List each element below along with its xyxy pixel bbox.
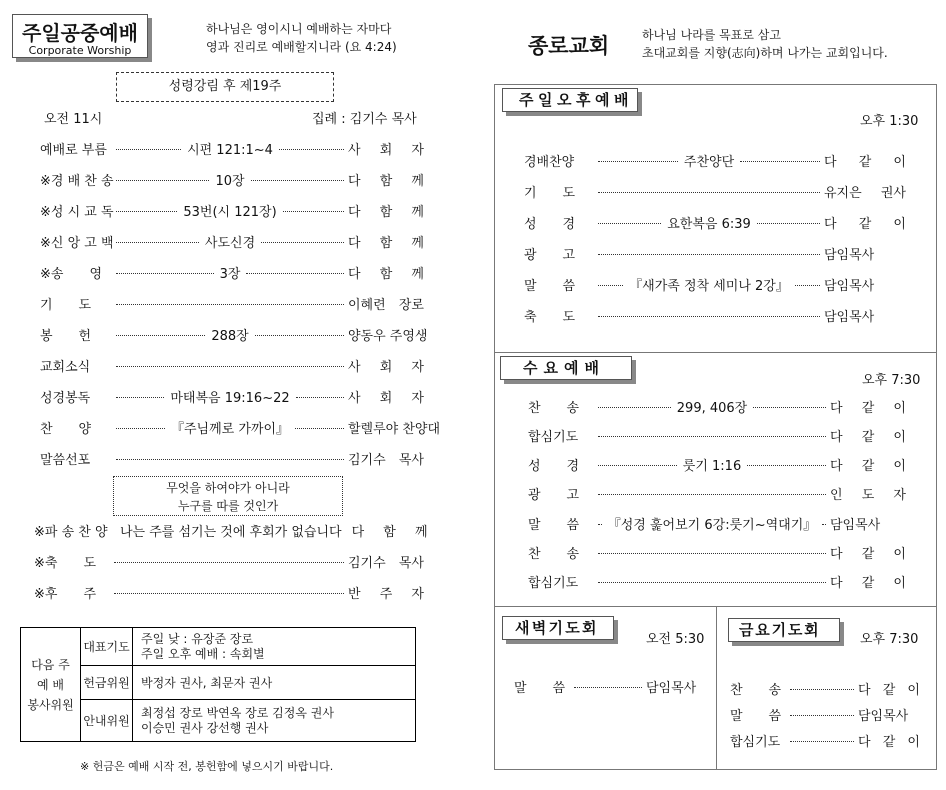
order-row xyxy=(730,730,920,750)
order-row xyxy=(524,181,906,201)
team-role: 헌금위원 xyxy=(81,666,133,700)
dot-leader xyxy=(790,713,854,716)
dot-leader xyxy=(790,739,854,742)
order-row xyxy=(524,305,906,325)
order-row xyxy=(40,355,424,375)
dot-leader xyxy=(790,687,854,690)
team-role: 안내위원 xyxy=(81,700,133,742)
order-label: 찬 송 xyxy=(528,547,580,562)
order-label: 성경봉독 xyxy=(40,390,91,406)
dawn-title-tab xyxy=(502,616,614,640)
service-team-header xyxy=(21,628,81,742)
order-label: 성 경 xyxy=(524,216,576,232)
order-label: 찬 송 xyxy=(730,682,782,698)
order-row xyxy=(40,417,441,437)
order-label: 성 경 xyxy=(528,459,580,475)
team-names xyxy=(133,666,416,700)
order-person: 다 함 께 xyxy=(348,235,424,251)
order-label: 기 도 xyxy=(524,185,576,201)
order-label: ※송 영 xyxy=(40,266,103,282)
friday-title: 금요기도회 xyxy=(739,621,821,639)
order-label: 예배로 부름 xyxy=(40,142,107,158)
afternoon-title: 주일오후예배 xyxy=(519,91,633,109)
dot-leader xyxy=(598,492,826,495)
dot-leader xyxy=(598,252,820,255)
order-row xyxy=(528,484,906,504)
order-detail: 나는 주를 섬기는 것에 후회가 없습니다 xyxy=(120,524,342,540)
dot-leader xyxy=(598,514,826,533)
order-detail: 주찬양단 xyxy=(683,154,735,170)
order-row xyxy=(730,704,920,724)
wednesday-title-tab xyxy=(500,356,632,380)
order-person: 유지은 권사 xyxy=(824,185,906,201)
order-label: 교회소식 xyxy=(40,359,91,375)
order-person: 담임목사 xyxy=(858,708,909,724)
divider-afternoon-wednesday xyxy=(494,352,937,353)
dot-leader xyxy=(114,521,348,540)
dot-leader xyxy=(116,325,344,344)
order-person: 다 함 께 xyxy=(348,266,424,282)
dot-leader xyxy=(598,397,826,416)
order-label: 봉 헌 xyxy=(40,328,92,344)
dot-leader xyxy=(116,201,344,220)
order-person: 다 같 이 xyxy=(858,682,920,698)
order-detail: 53번(시 121장) xyxy=(183,204,277,220)
order-row xyxy=(40,262,424,282)
dot-leader xyxy=(116,302,344,305)
season-box xyxy=(116,72,334,102)
team-name-line: 주일 오후 예배 : 속회별 xyxy=(141,646,265,661)
order-detail: 시편 121:1~4 xyxy=(187,142,273,158)
order-row xyxy=(528,572,906,592)
order-detail: 룻기 1:16 xyxy=(682,459,742,475)
service-team-table xyxy=(20,627,416,742)
order-label: ※신 앙 고 백 xyxy=(40,235,114,251)
sermon-title-line-1: 무엇을 하여야가 아니라 xyxy=(166,481,290,495)
order-person: 양동우 주영생 xyxy=(348,328,428,344)
presider: 집례 : 김기수 목사 xyxy=(312,112,417,127)
order-row xyxy=(524,150,906,170)
order-label: 찬 송 xyxy=(528,400,580,416)
order-label: 축 도 xyxy=(524,309,576,325)
dot-leader xyxy=(114,591,344,594)
verse-line-2: 영과 진리로 예배할지니라 (요 4:24) xyxy=(206,40,397,54)
order-label: ※파 송 찬 양 xyxy=(34,524,108,540)
afternoon-title-tab xyxy=(502,88,638,112)
order-row xyxy=(528,396,906,416)
friday-title-tab xyxy=(728,618,840,642)
order-row xyxy=(528,543,906,563)
order-person: 김기수 목사 xyxy=(348,555,424,571)
team-name-line: 최정섭 장로 박연옥 장로 김정옥 권사 xyxy=(141,705,334,720)
team-header-line-3: 봉사위원 xyxy=(27,697,74,712)
team-names xyxy=(133,700,416,742)
order-detail: 사도신경 xyxy=(204,235,256,251)
order-row xyxy=(40,231,424,251)
team-names xyxy=(133,628,416,666)
dot-leader xyxy=(598,551,826,554)
order-label: 경배찬양 xyxy=(524,154,575,170)
divider-prayer-vertical xyxy=(716,606,717,770)
order-row xyxy=(528,513,906,533)
order-person: 다 같 이 xyxy=(824,154,906,170)
dot-leader xyxy=(598,580,826,583)
order-label: 기 도 xyxy=(40,297,92,313)
worship-title-en: Corporate Worship xyxy=(28,44,132,57)
order-person: 담임목사 xyxy=(824,247,875,263)
sermon-title-box xyxy=(113,476,343,516)
order-detail: 288장 xyxy=(211,328,249,344)
wednesday-time: 오후 7:30 xyxy=(862,373,921,388)
team-name-line: 이승민 권사 강선행 권사 xyxy=(141,720,269,735)
order-person: 다 같 이 xyxy=(824,216,906,232)
order-label: 말 씀 xyxy=(514,680,566,696)
order-label: 합심기도 xyxy=(730,734,781,750)
worship-title-ko: 주일공중예배 xyxy=(22,21,138,45)
dawn-time: 오전 5:30 xyxy=(646,632,705,647)
order-detail: 『성경 훑어보기 6강:룻기~역대기』 xyxy=(607,517,817,533)
order-label: 찬 양 xyxy=(40,421,92,437)
team-name-line: 주일 낮 : 유장준 장로 xyxy=(141,631,254,646)
order-label: 합심기도 xyxy=(528,429,579,445)
order-label: 말 씀 xyxy=(528,517,580,533)
order-label: ※경 배 찬 송 xyxy=(40,173,114,189)
order-person: 사 회 자 xyxy=(348,142,424,158)
order-label: 합심기도 xyxy=(528,576,579,592)
order-label: 말 씀 xyxy=(730,708,782,724)
order-row xyxy=(40,324,428,344)
dot-leader xyxy=(574,685,642,688)
order-row xyxy=(34,582,424,602)
order-person: 인 도 자 xyxy=(830,488,906,504)
order-detail: 3장 xyxy=(219,266,241,282)
order-person: 다 같 이 xyxy=(858,734,920,750)
order-row xyxy=(40,386,424,406)
season-label: 성령강림 후 제19주 xyxy=(168,79,282,94)
order-row xyxy=(40,200,424,220)
order-person: 담임목사 xyxy=(824,309,875,325)
order-detail: 299, 406장 xyxy=(676,400,748,416)
order-row xyxy=(528,425,906,445)
dot-leader xyxy=(598,190,820,193)
order-row xyxy=(34,551,424,571)
dot-leader xyxy=(116,387,344,406)
order-detail: 10장 xyxy=(215,173,245,189)
order-person: 다 같 이 xyxy=(830,429,906,445)
order-label: 광 고 xyxy=(528,488,580,504)
order-detail: 마태복음 19:16~22 xyxy=(170,390,290,406)
dot-leader xyxy=(114,560,344,563)
dot-leader xyxy=(598,275,820,294)
order-person: 다 함 께 xyxy=(348,204,424,220)
order-detail: 『새가족 정착 세미나 2강』 xyxy=(629,278,789,294)
order-person: 다 함 께 xyxy=(351,524,428,540)
wednesday-title: 수요예배 xyxy=(523,359,605,377)
dot-leader xyxy=(116,170,344,189)
service-time: 오전 11시 xyxy=(44,112,103,127)
friday-time: 오후 7:30 xyxy=(860,632,919,647)
order-row xyxy=(40,138,424,158)
church-name: 종로교회 xyxy=(528,34,610,58)
order-person: 반 주 자 xyxy=(348,586,424,602)
order-person: 사 회 자 xyxy=(348,359,424,375)
order-row xyxy=(514,676,704,696)
order-label: ※축 도 xyxy=(34,555,97,571)
order-detail: 요한복음 6:39 xyxy=(667,216,751,232)
team-name-line: 박정자 권사, 최문자 권사 xyxy=(141,676,273,690)
order-label: 말 씀 xyxy=(524,278,576,294)
order-row xyxy=(34,520,428,540)
order-row xyxy=(730,678,920,698)
order-person: 다 같 이 xyxy=(830,459,906,475)
order-person: 사 회 자 xyxy=(348,390,424,406)
team-role: 대표기도 xyxy=(81,628,133,666)
dot-leader xyxy=(598,314,820,317)
order-person: 이혜련 장로 xyxy=(348,297,424,313)
dot-leader xyxy=(598,434,826,437)
sermon-title-line-2: 누구를 따를 것인가 xyxy=(177,499,279,513)
order-label: 말씀선포 xyxy=(40,452,91,468)
order-row xyxy=(524,274,906,294)
team-header-line-2: 예 배 xyxy=(37,677,64,692)
worship-title-tab xyxy=(12,14,148,58)
order-person: 김기수 목사 xyxy=(348,452,424,468)
order-row xyxy=(524,212,906,232)
dot-leader xyxy=(116,139,344,158)
dot-leader xyxy=(598,455,826,474)
order-person: 담임목사 xyxy=(824,278,875,294)
order-person: 다 함 께 xyxy=(348,173,424,189)
afternoon-time: 오후 1:30 xyxy=(860,114,919,129)
order-row xyxy=(528,455,906,475)
dot-leader xyxy=(116,457,344,460)
order-person: 담임목사 xyxy=(830,517,881,533)
order-label: ※성 시 교 독 xyxy=(40,204,114,220)
order-person: 다 같 이 xyxy=(830,547,906,562)
order-person: 담임목사 xyxy=(646,680,697,696)
motto-line-2: 초대교회를 지향(志向)하며 나가는 교회입니다. xyxy=(642,46,888,60)
verse-line-1: 하나님은 영이시니 예배하는 자마다 xyxy=(206,22,392,36)
team-header-line-1: 다음 주 xyxy=(31,657,70,672)
dot-leader xyxy=(116,263,344,282)
order-person: 다 같 이 xyxy=(830,576,906,592)
order-label: 광 고 xyxy=(524,247,576,263)
order-row xyxy=(40,169,424,189)
dot-leader xyxy=(598,213,820,232)
order-row xyxy=(40,448,424,468)
dot-leader xyxy=(116,364,344,367)
dot-leader xyxy=(116,418,344,437)
offering-footnote: ※ 헌금은 예배 시작 전, 봉헌함에 넣으시기 바랍니다. xyxy=(80,760,334,773)
order-row xyxy=(524,243,906,263)
order-row xyxy=(40,293,424,313)
dot-leader xyxy=(116,232,344,251)
order-label: ※후 주 xyxy=(34,586,97,602)
order-person: 할렐루야 찬양대 xyxy=(348,421,441,437)
dawn-title: 새벽기도회 xyxy=(515,619,599,637)
order-person: 다 같 이 xyxy=(830,400,906,416)
order-detail: 『주님께로 가까이』 xyxy=(170,421,290,437)
motto-line-1: 하나님 나라를 목표로 삼고 xyxy=(642,28,781,42)
dot-leader xyxy=(598,151,820,170)
